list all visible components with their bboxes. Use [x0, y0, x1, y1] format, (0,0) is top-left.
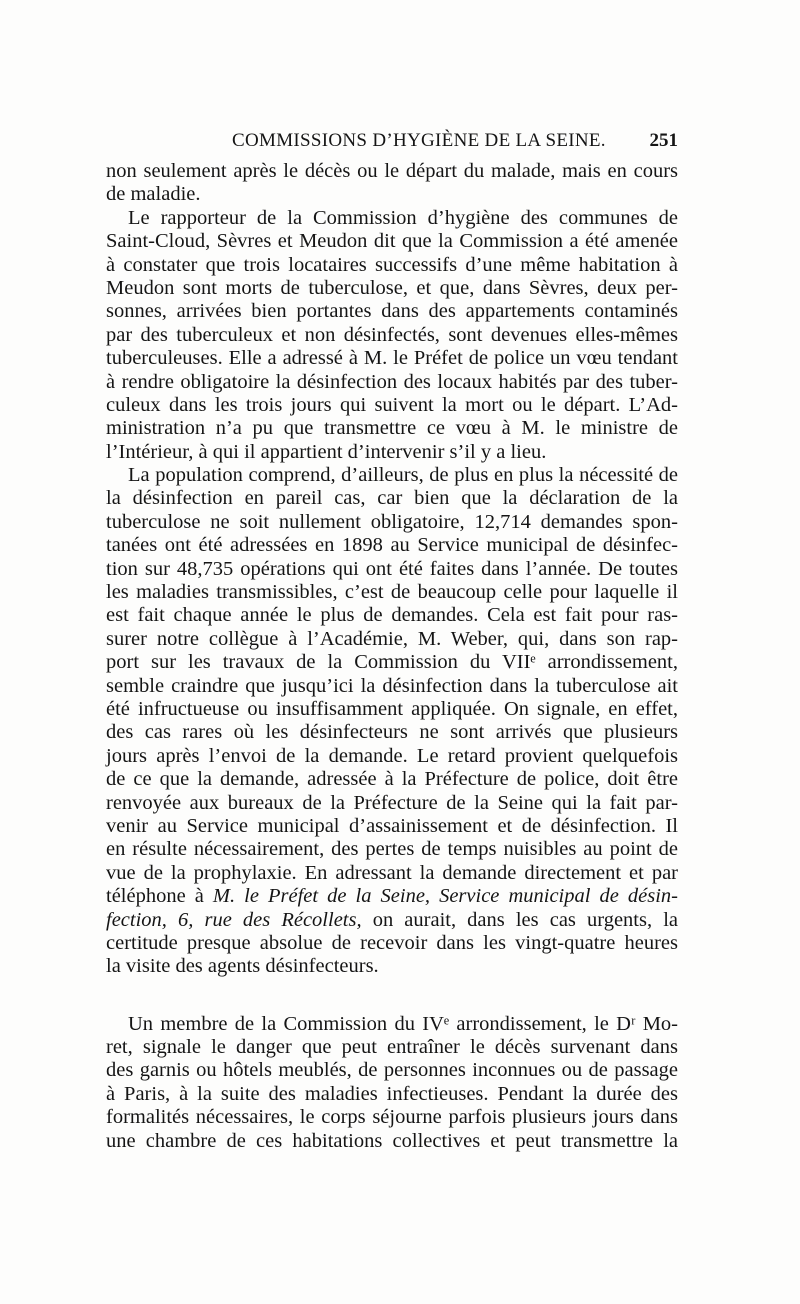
- text-line: tanées ont été adressées en 1898 au Service municipal de désinfec-: [106, 534, 678, 557]
- text-line: de ce que la demande, adressée à la Préfecture de police, doit être: [106, 768, 678, 791]
- text-line: formalités nécessaires, le corps séjourne parfois plusieurs jours dans: [106, 1106, 678, 1129]
- text-line: des garnis ou hôtels meublés, de personnes inconnues ou de passage: [106, 1059, 678, 1082]
- text-line: La population comprend, d’ailleurs, de plus en plus la nécessité de: [128, 464, 678, 487]
- text-line: jours après l’envoi de la demande. Le retard provient quelquefois: [106, 744, 678, 767]
- running-title: COMMISSIONS D’HYGIÈNE DE LA SEINE.: [232, 130, 606, 151]
- text-line: tuberculose ne soit nullement obligatoire, 12,714 demandes spon-: [106, 510, 678, 533]
- text-line: par des tuberculeux et non désinfectés, sont devenues elles-mêmes: [106, 323, 678, 346]
- text-line: venir au Service municipal d’assainissement et de désinfection. Il: [106, 814, 678, 837]
- text-line: à Paris, à la suite des maladies infectieuses. Pendant la durée des: [106, 1082, 678, 1105]
- text-line: l’Intérieur, à qui il appartient d’intervenir s’il y a lieu.: [106, 440, 547, 463]
- text-line: est fait chaque année le plus de demandes. Cela est fait pour ras-: [106, 604, 678, 627]
- text-line: tion sur 48,735 opérations qui ont été faites dans l’année. De toutes: [106, 557, 678, 580]
- text-line: Meudon sont morts de tuberculose, et que, dans Sèvres, deux per-: [106, 276, 678, 299]
- text-line: de maladie.: [106, 183, 201, 206]
- page-header: [106, 128, 678, 156]
- text-line: semble craindre que jusqu’ici la désinfection dans la tuberculose ait: [106, 674, 678, 697]
- text-line: en résulte nécessairement, des pertes de temps nuisibles au point de: [106, 838, 678, 861]
- text-line-with-italic: [106, 909, 678, 932]
- text-line: la visite des agents désinfecteurs.: [106, 955, 379, 978]
- text-line: Saint-Cloud, Sèvres et Meudon dit que la Commission a été amenée: [106, 230, 678, 253]
- text-segment: téléphone à: [106, 885, 213, 908]
- text-line: ret, signale le danger que peut entraîner le décès survenant dans: [106, 1036, 678, 1059]
- text-line: port sur les travaux de la Commission du VIIᵉ arrondissement,: [106, 651, 678, 674]
- text-line: Un membre de la Commission du IVᵉ arrondissement, le Dʳ Mo-: [128, 1012, 678, 1035]
- text-line: surer notre collègue à l’Académie, M. Weber, qui, dans son rap-: [106, 627, 678, 650]
- text-line: culeux dans les trois jours qui suivent la mort ou le départ. L’Ad-: [106, 393, 678, 416]
- text-line: à rendre obligatoire la désinfection des locaux habités par des tuber-: [106, 370, 678, 393]
- text-line: tuberculeuses. Elle a adressé à M. le Préfet de police un vœu tendant: [106, 347, 678, 370]
- text-line: certitude presque absolue de recevoir dans les vingt-quatre heures: [106, 931, 678, 954]
- text-line: ministration n’a pu que transmettre ce vœu à M. le ministre de: [106, 417, 678, 440]
- text-line: non seulement après le décès ou le départ du malade, mais en cours: [106, 160, 678, 182]
- text-line: renvoyée aux bureaux de la Préfecture de la Seine qui la fait par-: [106, 791, 678, 814]
- text-line: vue de la prophylaxie. En adressant la demande directement et par: [106, 861, 678, 884]
- text-line: des cas rares où les désinfecteurs ne sont arrivés que plusieurs: [106, 721, 678, 744]
- text-line: Le rapporteur de la Commission d’hygiène des communes de: [128, 206, 678, 229]
- text-line: sonnes, arrivées bien portantes dans des appartements contaminés: [106, 300, 678, 323]
- italic-address: fection, 6, rue des Récollets,: [106, 908, 362, 931]
- text-line: été infructueuse ou insuffisamment appliquée. On signale, en effet,: [106, 697, 678, 720]
- italic-address: M. le Préfet de la Seine, Service municipal de désin-: [212, 885, 678, 908]
- text-line: les maladies transmissibles, c’est de beaucoup celle pour laquelle il: [106, 581, 678, 604]
- text-line: à constater que trois locataires successifs d’une même habitation à: [106, 253, 678, 276]
- text-line: la désinfection en pareil cas, car bien que la déclaration de la: [106, 487, 678, 510]
- paragraph-gap: [106, 979, 678, 1013]
- page-number: 251: [649, 130, 678, 151]
- text-line-with-italic: [106, 885, 678, 908]
- text-segment: on aurait, dans les cas urgents, la: [361, 908, 678, 931]
- text-line: une chambre de ces habitations collectives et peut transmettre la: [106, 1129, 678, 1152]
- body-text: [106, 160, 678, 1153]
